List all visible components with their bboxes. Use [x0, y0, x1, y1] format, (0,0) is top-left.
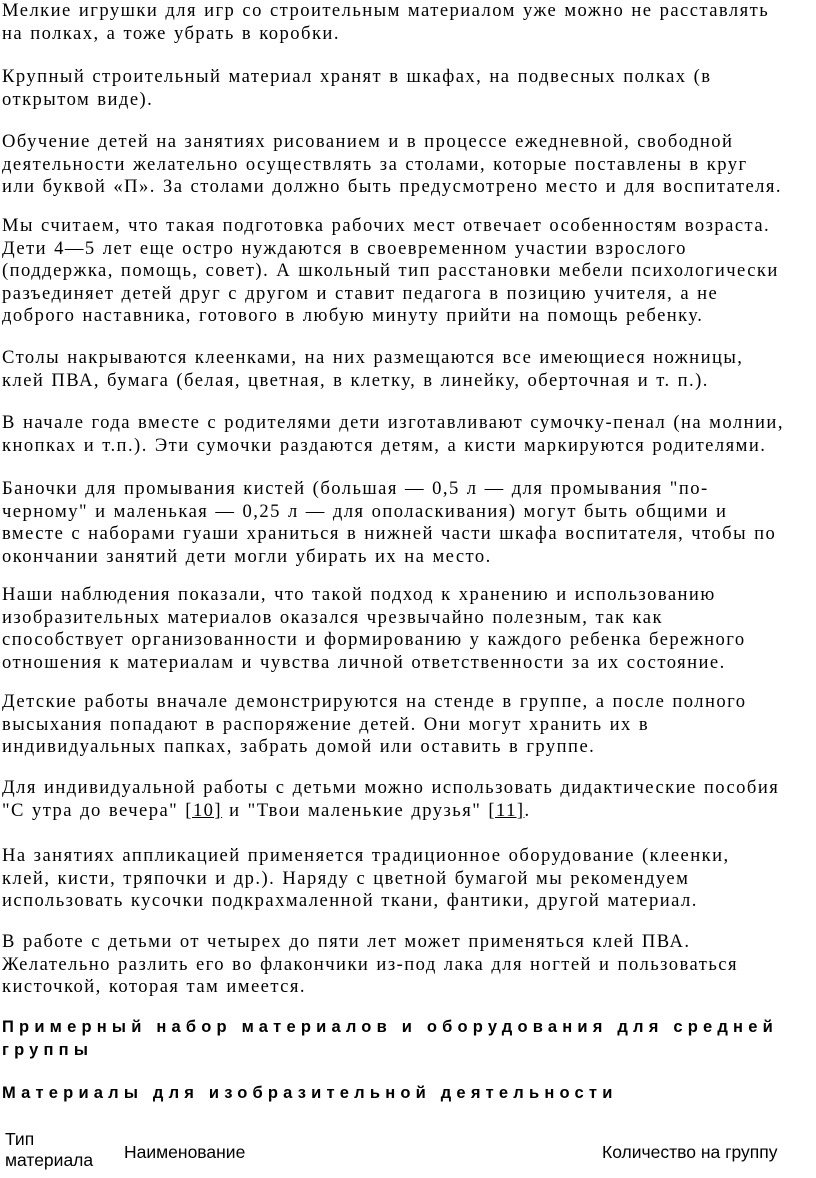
text-line: Мелкие игрушки для игр со строительным материалом уже можно не расставлять: [2, 0, 770, 21]
text-line: На занятиях аппликацией применяется традиционное оборудование (клеенки,: [2, 845, 730, 866]
text-line: вместе с наборами гуаши храниться в нижней части шкафа воспитателя, чтобы по: [2, 523, 777, 545]
text-line: изобразительных материалов оказался чрезвычайно полезным, так как: [2, 606, 663, 628]
heading-line: группы: [2, 1040, 94, 1059]
text-line: окончании занятий дети могли убирать их на место.: [2, 545, 492, 567]
text-line: кнопках и т.п.). Эти сумочки раздаются детям, а кисти маркируются родителями.: [2, 434, 767, 456]
section-heading: [2, 1016, 816, 1061]
paragraph-drawing-tables: [2, 131, 816, 199]
text-line: или буквой «П». За столами должно быть предусмотрено место и для воспитателя.: [2, 176, 782, 198]
text-line: отношения к материалам и чувства личной ответственности за их состояние.: [2, 651, 726, 673]
paragraph-table-covers: [2, 347, 816, 392]
reference-link-11[interactable]: [11]: [488, 799, 525, 821]
text-line: Баночки для промывания кистей (большая — 0,5 л — для промывания "по-: [2, 478, 709, 499]
text-line: Дети 4—5 лет еще остро нуждаются в своевременном участии взрослого: [2, 237, 687, 259]
reference-link-10[interactable]: [10]: [185, 799, 223, 821]
heading-line: Примерный набор материалов и оборудования для средней: [2, 1018, 778, 1036]
paragraph-building-material: [2, 66, 816, 111]
text-line: использовать кусочки подкрахмаленной ткани, фантики, другой материал.: [2, 890, 698, 912]
text-line: Детские работы вначале демонстрируются на стенде в группе, а после полного: [2, 691, 747, 712]
text-segment: и "Твои маленькие друзья": [222, 799, 489, 821]
paragraph-children-works: [2, 691, 816, 759]
text-line: Столы накрываются клеенками, на них размещаются все имеющиеся ножницы,: [2, 347, 744, 368]
text-line: черному" и маленькая — 0,25 л — для ополаскивания) могут быть общими и: [2, 500, 728, 522]
paragraph-toys-storage: [2, 0, 816, 45]
text-line: В работе с детьми от четырех до пяти лет может применяться клей ПВА.: [2, 931, 691, 952]
text-line: деятельности желательно осуществлять за столами, которые поставлены в круг: [2, 153, 748, 175]
paragraph-pencil-case: [2, 412, 816, 457]
text-line: В начале года вместе с родителями дети изготавливают сумочку-пенал (на молнии,: [2, 412, 784, 433]
text-line: Крупный строительный материал хранят в шкафах, на подвесных полках (в: [2, 66, 712, 87]
text-line: клей, кисти, тряпочки и др.). Наряду с цветной бумагой мы рекомендуем: [2, 867, 690, 889]
paragraph-pva-glue: [2, 931, 816, 999]
text-line: клей ПВА, бумага (белая, цветная, в клетку, в линейку, оберточная и т. п.).: [2, 369, 709, 391]
text-line: на полках, а тоже убрать в коробки.: [2, 22, 340, 44]
text-line: (поддержка, помощь, совет). А школьный тип расстановки мебели психологически: [2, 260, 779, 282]
paragraph-brush-jars: [2, 478, 816, 568]
column-header-name: Наименование: [124, 1142, 246, 1162]
subsection-heading: [2, 1082, 816, 1105]
text-line: Наши наблюдения показали, что такой подход к хранению и использованию: [2, 584, 716, 605]
text-line: высыхания попадают в распоряжение детей. Они могут хранить их в: [2, 713, 650, 735]
text-segment: "С утра до вечера": [2, 799, 186, 821]
text-line: открытом виде).: [2, 88, 154, 110]
text-line: способствует организованности и формированию у каждого ребенка бережного: [2, 629, 746, 651]
paragraph-applique: [2, 845, 816, 913]
paragraph-observations: [2, 584, 816, 674]
text-line: разъединяет детей друг с другом и ставит педагога в позицию учителя, а не: [2, 282, 719, 304]
heading-line: Материалы для изобразительной деятельности: [2, 1084, 618, 1102]
text-line: Мы считаем, что такая подготовка рабочих мест отвечает особенностям возраста.: [2, 215, 771, 236]
text-segment: .: [524, 799, 531, 821]
column-header-quantity: Количество на группу: [602, 1142, 778, 1162]
paragraph-didactic-aids: [2, 777, 816, 822]
text-line: Обучение детей на занятиях рисованием и в процессе ежедневной, свободной: [2, 131, 734, 152]
text-line: индивидуальных папках, забрать домой или оставить в группе.: [2, 736, 596, 758]
header-line: материала: [5, 1150, 94, 1170]
text-line: кисточкой, которая там имеется.: [2, 976, 306, 998]
header-line: Тип: [5, 1129, 35, 1149]
text-line: доброго наставника, готового в любую минуту прийти на помощь ребенку.: [2, 305, 704, 327]
paragraph-workplace-preparation: [2, 215, 816, 328]
text-line: Желательно разлить его во флакончики из-под лака для ногтей и пользоваться: [2, 953, 738, 975]
column-header-material-type: [5, 1129, 93, 1171]
text-line: [2, 800, 816, 823]
materials-table-header: [0, 1126, 816, 1178]
text-line: Для индивидуальной работы с детьми можно использовать дидактические пособия: [2, 777, 780, 798]
